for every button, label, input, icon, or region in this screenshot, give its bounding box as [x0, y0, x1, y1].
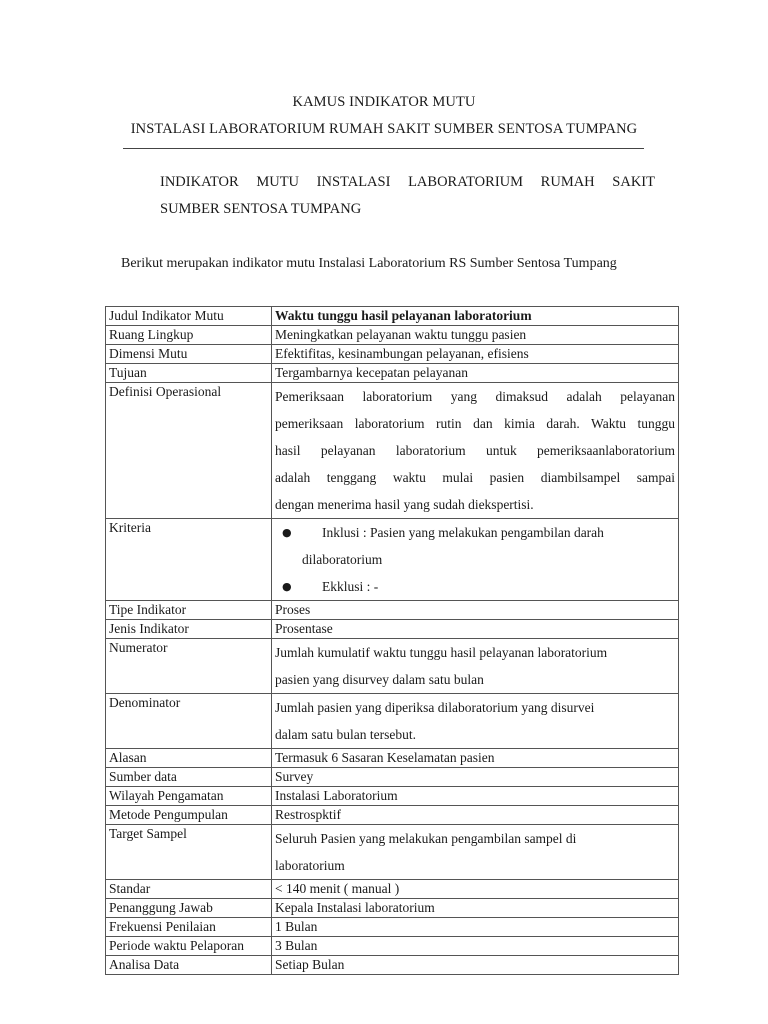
row-label: Definisi Operasional	[106, 383, 272, 519]
row-value: 1 Bulan	[272, 918, 679, 937]
row-label: Denominator	[106, 694, 272, 749]
table-row	[106, 956, 679, 975]
table-row	[106, 899, 679, 918]
row-label: Numerator	[106, 639, 272, 694]
table-row	[106, 825, 679, 880]
table-row	[106, 768, 679, 787]
table-row	[106, 601, 679, 620]
row-value: < 140 menit ( manual )	[272, 880, 679, 899]
row-value	[272, 383, 679, 519]
row-label: Jenis Indikator	[106, 620, 272, 639]
table-row	[106, 880, 679, 899]
bullet-text: Ekklusi : -	[322, 579, 379, 594]
row-label: Periode waktu Pelaporan	[106, 937, 272, 956]
row-value	[272, 519, 679, 601]
definition-line: dengan menerima hasil yang sudah diekspertisi.	[275, 497, 534, 512]
bullet-icon: ●	[282, 580, 292, 593]
row-label: Tujuan	[106, 364, 272, 383]
table-row	[106, 620, 679, 639]
row-value: Restrospktif	[272, 806, 679, 825]
definition-line: adalah tenggang waktu mulai pasien diambilsampel sampai	[275, 470, 675, 485]
table-row	[106, 364, 679, 383]
row-value: Instalasi Laboratorium	[272, 787, 679, 806]
row-value: Waktu tunggu hasil pelayanan laboratorium	[272, 307, 679, 326]
table-row	[106, 639, 679, 694]
row-value: Efektifitas, kesinambungan pelayanan, efisiens	[272, 345, 679, 364]
row-label: Ruang Lingkup	[106, 326, 272, 345]
row-value: Tergambarnya kecepatan pelayanan	[272, 364, 679, 383]
row-value: Prosentase	[272, 620, 679, 639]
bullet-continuation: dilaboratorium	[302, 552, 383, 567]
table-row	[106, 749, 679, 768]
table-row	[106, 345, 679, 364]
row-value: Meningkatkan pelayanan waktu tunggu pasien	[272, 326, 679, 345]
denominator-line: Jumlah pasien yang diperiksa dilaboratorium yang disurvei	[275, 700, 595, 715]
bullet-icon: ●	[282, 526, 292, 539]
target-line: Seluruh Pasien yang melakukan pengambilan sampel di	[275, 831, 577, 846]
table-row	[106, 694, 679, 749]
bullet-item	[275, 573, 675, 600]
numerator-line: pasien yang disurvey dalam satu bulan	[275, 672, 484, 687]
row-label: Analisa Data	[106, 956, 272, 975]
target-line: laboratorium	[275, 858, 345, 873]
section-heading-line-1: INDIKATOR MUTU INSTALASI LABORATORIUM RUMAH SAKIT	[160, 174, 655, 190]
row-value	[272, 694, 679, 749]
row-value	[272, 639, 679, 694]
table-row	[106, 806, 679, 825]
definition-line: Pemeriksaan laboratorium yang dimaksud adalah pelayanan	[275, 389, 675, 404]
definition-line: hasil pelayanan laboratorium untuk pemeriksaanlaboratorium	[275, 443, 675, 458]
row-label: Target Sampel	[106, 825, 272, 880]
table-row	[106, 787, 679, 806]
row-label: Sumber data	[106, 768, 272, 787]
table-row	[106, 307, 679, 326]
row-value	[272, 825, 679, 880]
table-row	[106, 918, 679, 937]
numerator-line: Jumlah kumulatif waktu tunggu hasil pelayanan laboratorium	[275, 645, 608, 660]
section-heading-line-2: SUMBER SENTOSA TUMPANG	[160, 201, 362, 217]
row-value: Proses	[272, 601, 679, 620]
row-label: Kriteria	[106, 519, 272, 601]
table-row	[106, 383, 679, 519]
row-label: Judul Indikator Mutu	[106, 307, 272, 326]
document-subtitle: INSTALASI LABORATORIUM RUMAH SAKIT SUMBER SENTOSA TUMPANG	[130, 121, 638, 137]
bullet-text: Inklusi : Pasien yang melakukan pengambilan darah	[322, 525, 604, 540]
table-row	[106, 937, 679, 956]
intro-paragraph: Berikut merupakan indikator mutu Instalasi Laboratorium RS Sumber Sentosa Tumpang	[121, 256, 617, 271]
row-label: Tipe Indikator	[106, 601, 272, 620]
row-value: Termasuk 6 Sasaran Keselamatan pasien	[272, 749, 679, 768]
row-label: Metode Pengumpulan	[106, 806, 272, 825]
document-title: KAMUS INDIKATOR MUTU	[292, 94, 476, 110]
row-value: Setiap Bulan	[272, 956, 679, 975]
row-label: Alasan	[106, 749, 272, 768]
title-divider	[123, 148, 644, 149]
row-label: Standar	[106, 880, 272, 899]
row-label: Dimensi Mutu	[106, 345, 272, 364]
bullet-item	[275, 519, 675, 546]
denominator-line: dalam satu bulan tersebut.	[275, 727, 416, 742]
table-row	[106, 326, 679, 345]
table-row	[106, 519, 679, 601]
row-value: 3 Bulan	[272, 937, 679, 956]
indicator-table	[105, 306, 679, 975]
row-label: Penanggung Jawab	[106, 899, 272, 918]
definition-line: pemeriksaan laboratorium rutin dan kimia darah. Waktu tunggu	[275, 416, 675, 431]
row-value: Kepala Instalasi laboratorium	[272, 899, 679, 918]
row-label: Frekuensi Penilaian	[106, 918, 272, 937]
row-value: Survey	[272, 768, 679, 787]
row-label: Wilayah Pengamatan	[106, 787, 272, 806]
